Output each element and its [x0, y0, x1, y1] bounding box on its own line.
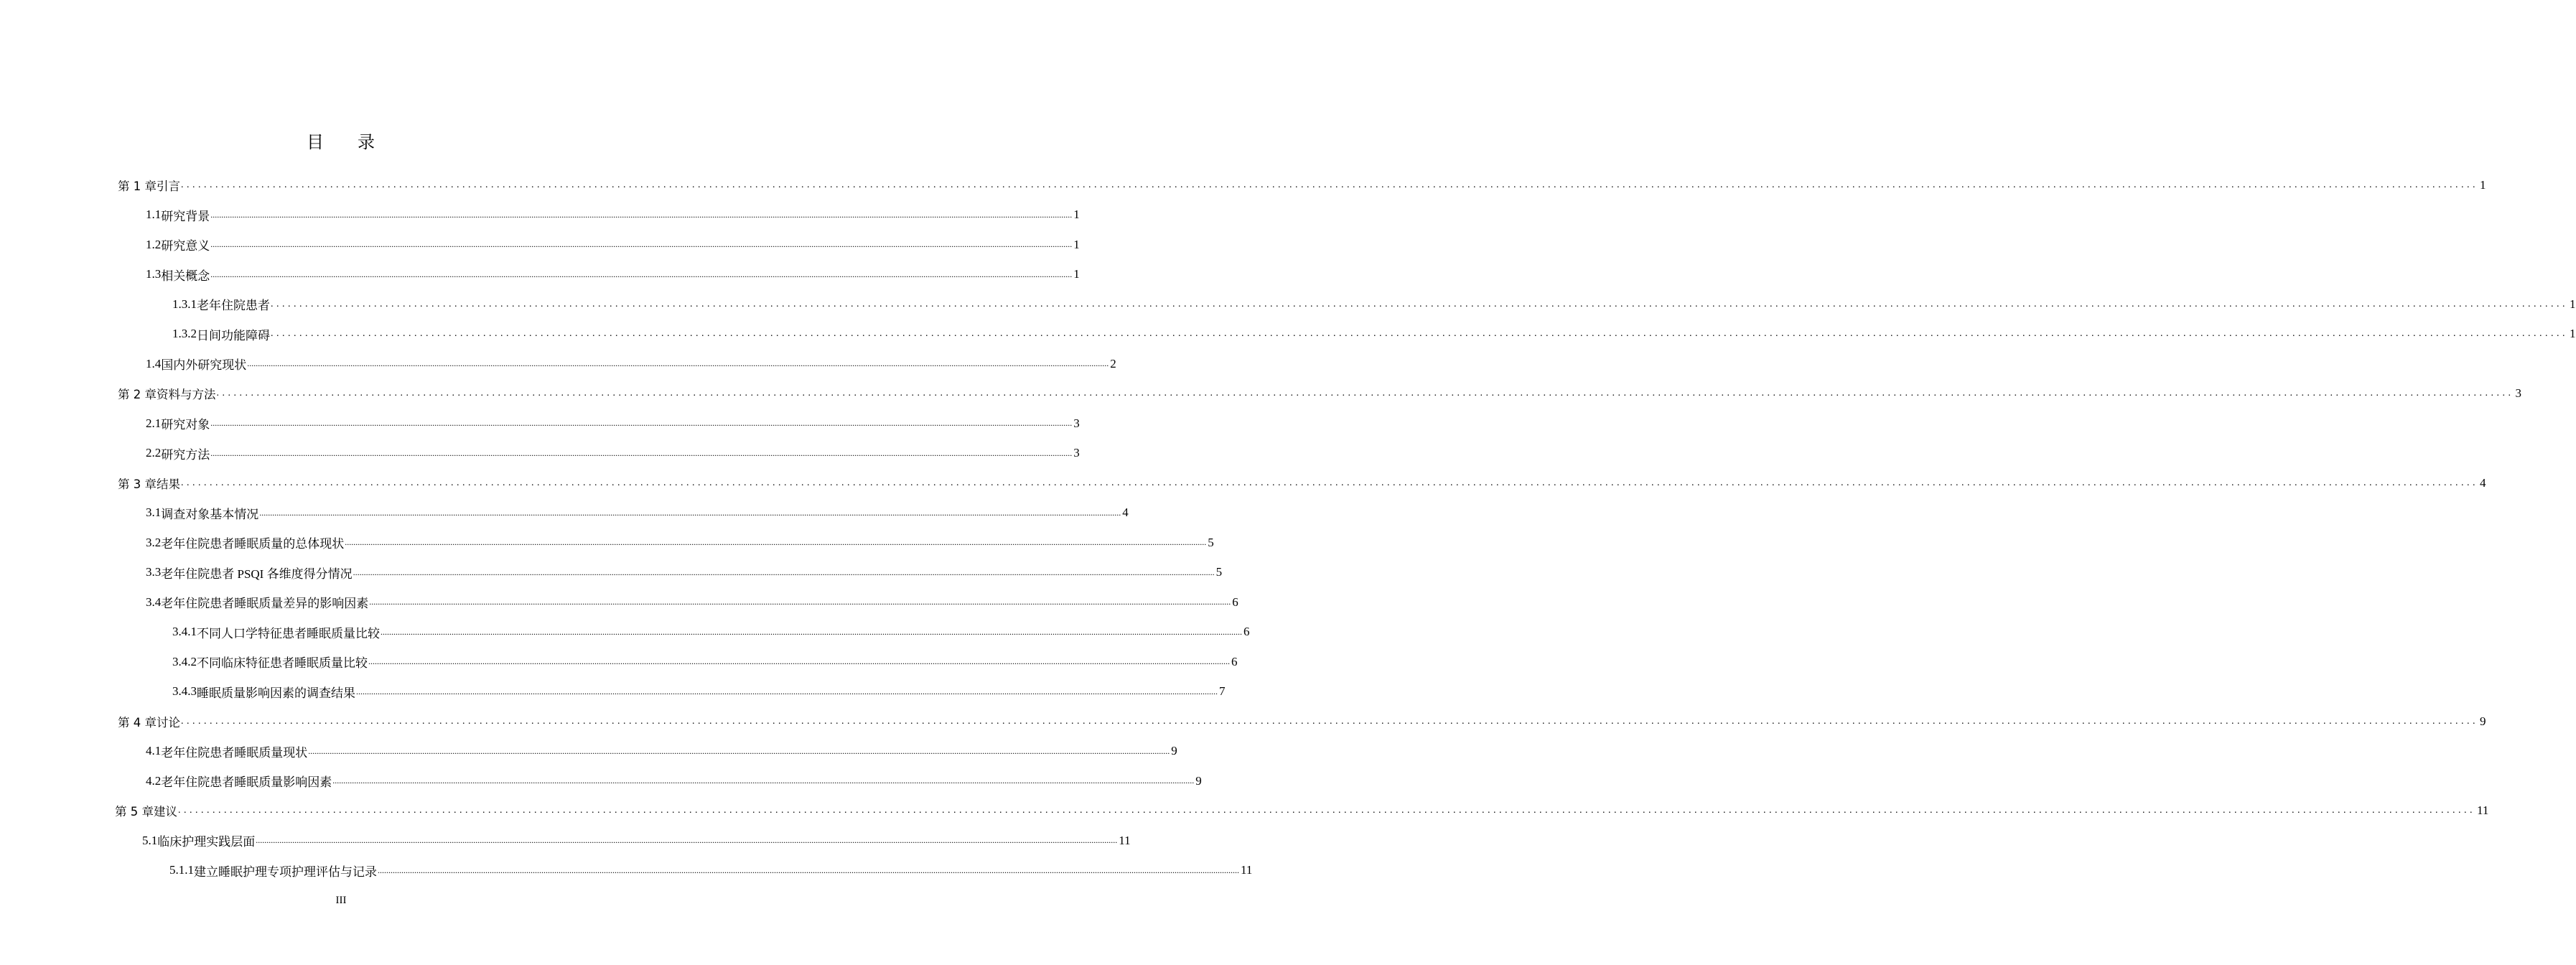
toc-entry-page: 3: [1073, 446, 1080, 460]
toc-entry-title: 研究背景: [161, 209, 210, 223]
toc-entry-page: 9: [2480, 714, 2486, 728]
toc-entry-title: 资料与方法: [157, 388, 216, 402]
toc-dot-leader: ................................................................................................................................................................................................................................................................................................................................................................................................................: [369, 597, 1231, 607]
toc-dot-leader: ................................................................................................................................................................................................................................................................................................................................................................................................................: [271, 328, 2568, 340]
toc-entry-page: 11: [2477, 803, 2489, 818]
title-char-2: 录: [358, 132, 375, 152]
table-of-contents: [0, 170, 2576, 885]
toc-entry[interactable]: [0, 468, 2486, 498]
toc-entry-page: 1: [1073, 267, 1080, 281]
toc-entry-number: 第 1 章: [118, 179, 157, 193]
page-number: III: [335, 895, 347, 906]
toc-entry-title: 建立睡眠护理专项护理评估与记录: [194, 864, 377, 879]
toc-entry-title: 结果: [157, 477, 180, 491]
toc-dot-leader: ................................................................................................................................................................................................................................................................................................................................................................................................................: [259, 507, 1121, 518]
toc-dot-leader: ................................................................................................................................................................................................................................................................................................................................................................................................................: [181, 715, 2478, 727]
toc-entry-page: 6: [1231, 654, 1238, 668]
toc-entry-page: 4: [2480, 475, 2486, 490]
toc-entry-number: 4.2: [146, 773, 162, 788]
toc-dot-leader: ................................................................................................................................................................................................................................................................................................................................................................................................................: [210, 418, 1073, 429]
toc-entry-number: 3.4.2: [172, 654, 197, 668]
toc-entry[interactable]: [0, 796, 2489, 826]
toc-entry[interactable]: [0, 737, 1177, 767]
toc-entry-title: 国内外研究现状: [161, 358, 247, 373]
toc-entry-number: 1.2: [146, 237, 162, 251]
toc-entry-page: 9: [1195, 773, 1202, 788]
toc-dot-leader: ................................................................................................................................................................................................................................................................................................................................................................................................................: [216, 388, 2514, 399]
toc-entry-title: 老年住院患者睡眠质量差异的影响因素: [161, 597, 369, 611]
toc-dot-leader: ................................................................................................................................................................................................................................................................................................................................................................................................................: [178, 805, 2475, 816]
toc-entry-number: 第 2 章: [118, 388, 157, 402]
toc-entry-title: 不同人口学特征患者睡眠质量比较: [197, 626, 380, 640]
toc-entry-number: 5.1: [142, 833, 158, 847]
toc-dot-leader: ................................................................................................................................................................................................................................................................................................................................................................................................................: [210, 447, 1073, 458]
toc-entry-title: 研究对象: [161, 418, 210, 432]
toc-entry-number: 3.2: [146, 535, 162, 549]
toc-entry-number: 1.1: [146, 208, 162, 222]
toc-entry-title: 不同临床特征患者睡眠质量比较: [197, 656, 368, 671]
toc-entry-title: 相关概念: [161, 269, 210, 283]
toc-entry[interactable]: [0, 856, 1253, 886]
toc-entry[interactable]: [0, 200, 1080, 230]
toc-entry-page: 1: [1073, 237, 1080, 251]
toc-entry-title: 研究方法: [161, 447, 210, 462]
toc-entry-page: 4: [1122, 505, 1129, 520]
toc-dot-leader: ................................................................................................................................................................................................................................................................................................................................................................................................................: [210, 269, 1073, 279]
toc-entry[interactable]: [0, 349, 1116, 379]
toc-dot-leader: ................................................................................................................................................................................................................................................................................................................................................................................................................: [181, 179, 2478, 190]
toc-dot-leader: ................................................................................................................................................................................................................................................................................................................................................................................................................: [210, 239, 1073, 250]
toc-entry-number: 5.1.1: [169, 863, 194, 877]
toc-entry-page: 5: [1215, 565, 1223, 579]
toc-entry[interactable]: [0, 409, 1080, 439]
toc-entry[interactable]: [0, 289, 2576, 320]
toc-dot-leader: ................................................................................................................................................................................................................................................................................................................................................................................................................: [345, 537, 1207, 548]
toc-entry-title: 老年住院患者睡眠质量现状: [161, 745, 308, 760]
toc-entry-page: 7: [1219, 684, 1226, 699]
toc-entry-page: 1: [1073, 208, 1080, 222]
toc-entry[interactable]: [0, 528, 1214, 558]
toc-entry-title: 调查对象基本情况: [161, 507, 259, 521]
toc-entry[interactable]: [0, 260, 1080, 290]
toc-entry-number: 3.4.1: [172, 625, 197, 639]
toc-entry-number: 第 3 章: [118, 477, 157, 491]
toc-entry[interactable]: [0, 707, 2486, 737]
toc-entry-number: 1.3.2: [172, 327, 197, 341]
toc-entry[interactable]: [0, 677, 1226, 707]
toc-entry-number: 2.2: [146, 446, 162, 460]
toc-entry[interactable]: [0, 170, 2486, 200]
toc-dot-leader: ................................................................................................................................................................................................................................................................................................................................................................................................................: [378, 864, 1239, 875]
toc-entry-page: 1: [2570, 327, 2576, 341]
toc-entry-number: 3.3: [146, 565, 162, 579]
toc-entry-title: 日间功能障碍: [197, 328, 270, 342]
toc-entry-title: 老年住院患者睡眠质量影响因素: [161, 775, 332, 790]
toc-entry-title: 建议: [154, 805, 177, 819]
toc-entry[interactable]: [0, 587, 1238, 617]
toc-entry-number: 1.4: [146, 356, 162, 370]
toc-dot-leader: ................................................................................................................................................................................................................................................................................................................................................................................................................: [308, 745, 1170, 756]
toc-entry-title: 研究意义: [161, 239, 210, 253]
toc-dot-leader: ................................................................................................................................................................................................................................................................................................................................................................................................................: [210, 209, 1073, 220]
toc-entry-number: 1.3.1: [172, 297, 197, 311]
toc-dot-leader: ................................................................................................................................................................................................................................................................................................................................................................................................................: [271, 298, 2568, 309]
toc-entry[interactable]: [0, 320, 2576, 350]
toc-entry-page: 11: [1119, 833, 1131, 847]
toc-entry-title: 讨论: [157, 715, 180, 729]
toc-entry[interactable]: [0, 826, 1131, 856]
toc-entry-number: 3.4.3: [172, 684, 197, 699]
toc-entry-number: 2.1: [146, 416, 162, 430]
toc-entry-title: 老年住院患者睡眠质量的总体现状: [161, 537, 345, 551]
toc-entry-page: 6: [1232, 595, 1238, 609]
toc-dot-leader: ................................................................................................................................................................................................................................................................................................................................................................................................................: [356, 686, 1218, 696]
toc-entry[interactable]: [0, 558, 1223, 588]
toc-entry-title: 引言: [157, 179, 180, 193]
toc-entry-page: 3: [2515, 386, 2521, 401]
toc-entry-page: 1: [2570, 297, 2576, 311]
page-title: [0, 128, 682, 153]
toc-entry-title: 临床护理实践层面: [157, 835, 256, 849]
toc-entry-title: 老年住院患者 PSQI 各维度得分情况: [161, 567, 353, 581]
toc-entry-page: 2: [1110, 356, 1116, 370]
toc-entry[interactable]: [0, 766, 1202, 796]
toc-entry-number: 1.3: [146, 267, 162, 281]
toc-entry[interactable]: [0, 379, 2521, 409]
toc-dot-leader: ................................................................................................................................................................................................................................................................................................................................................................................................................: [181, 477, 2478, 488]
toc-dot-leader: ................................................................................................................................................................................................................................................................................................................................................................................................................: [368, 656, 1230, 667]
toc-entry-title: 睡眠质量影响因素的调查结果: [197, 686, 355, 700]
toc-entry-page: 3: [1073, 416, 1080, 430]
toc-dot-leader: ................................................................................................................................................................................................................................................................................................................................................................................................................: [381, 626, 1242, 637]
toc-entry-number: 第 4 章: [118, 715, 157, 729]
toc-entry-number: 3.1: [146, 505, 162, 520]
toc-entry[interactable]: [0, 230, 1080, 260]
toc-dot-leader: ................................................................................................................................................................................................................................................................................................................................................................................................................: [332, 775, 1195, 786]
toc-entry[interactable]: [0, 647, 1238, 677]
toc-entry[interactable]: [0, 617, 1250, 648]
toc-dot-leader: ................................................................................................................................................................................................................................................................................................................................................................................................................: [256, 835, 1118, 846]
toc-entry-number: 4.1: [146, 744, 162, 758]
toc-entry-page: 6: [1243, 625, 1250, 639]
toc-entry-title: 老年住院患者: [197, 299, 270, 313]
toc-entry-number: 3.4: [146, 595, 162, 609]
title-char-1: 目: [307, 132, 325, 152]
toc-dot-leader: ................................................................................................................................................................................................................................................................................................................................................................................................................: [353, 567, 1215, 577]
toc-dot-leader: ................................................................................................................................................................................................................................................................................................................................................................................................................: [247, 358, 1109, 369]
toc-entry-page: 11: [1241, 863, 1253, 877]
toc-entry-page: 1: [2480, 177, 2486, 192]
toc-entry-number: 第 5 章: [115, 805, 154, 819]
toc-entry[interactable]: [0, 498, 1129, 528]
toc-entry[interactable]: [0, 439, 1080, 469]
toc-entry-page: 9: [1171, 744, 1177, 758]
toc-entry-page: 5: [1208, 535, 1214, 549]
